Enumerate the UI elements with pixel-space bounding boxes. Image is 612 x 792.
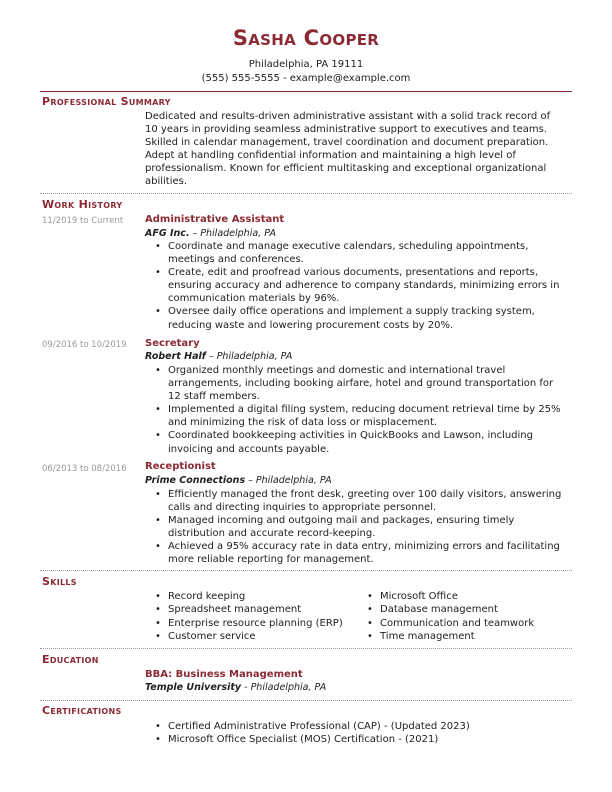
contact-line: (555) 555-5555 - example@example.com bbox=[201, 73, 411, 84]
job-title: Administrative Assistant bbox=[145, 214, 285, 225]
section-divider bbox=[40, 193, 572, 194]
list-item: • Managed incoming and outgoing mail and packages, ensuring timely distribution and accurate record-keeping. bbox=[155, 514, 570, 540]
list-item: • Achieved a 95% accuracy rate in data entry, minimizing errors and facilitating more reliable reporting for management. bbox=[155, 540, 570, 566]
section-title-work: Work History bbox=[42, 198, 123, 211]
section-title-summary: Professional Summary bbox=[42, 95, 171, 108]
job-title: Receptionist bbox=[145, 461, 216, 472]
job-location: – Philadelphia, PA bbox=[205, 351, 293, 362]
summary-text bbox=[145, 110, 570, 189]
list-item: • Customer service bbox=[155, 630, 355, 643]
job-bullets bbox=[155, 364, 570, 456]
list-item: • Oversee daily office operations and implement a supply tracking system, reducing waste and lowering procurement costs by 20%. bbox=[155, 305, 570, 331]
list-item: • Microsoft Office bbox=[367, 590, 567, 603]
candidate-name: Sasha Cooper bbox=[232, 26, 380, 50]
section-divider bbox=[40, 700, 572, 701]
job-dates: 09/2016 to 10/2019 bbox=[42, 340, 127, 350]
job-location: – Philadelphia, PA bbox=[189, 228, 276, 239]
section-title-certifications: Certifications bbox=[42, 704, 122, 717]
job-bullets bbox=[155, 240, 570, 332]
school bbox=[145, 682, 326, 693]
list-item: • Enterprise resource planning (ERP) bbox=[155, 617, 355, 630]
list-item: • Efficiently managed the front desk, greeting over 100 daily visitors, answering calls and directing inquiries to appropriate personnel. bbox=[155, 488, 570, 514]
school-name: Temple University bbox=[145, 682, 242, 693]
list-item: • Spreadsheet management bbox=[155, 603, 355, 616]
list-item: • Microsoft Office Specialist (MOS) Certification - (2021) bbox=[155, 733, 570, 746]
job-employer bbox=[145, 475, 332, 486]
skills-list-left bbox=[155, 590, 355, 644]
job-dates: 11/2019 to Current bbox=[42, 216, 124, 226]
school-location: - Philadelphia, PA bbox=[241, 682, 327, 693]
list-item: • Certified Administrative Professional (CAP) - (Updated 2023) bbox=[155, 720, 570, 733]
job-employer bbox=[145, 228, 276, 239]
certifications-list bbox=[155, 720, 570, 746]
summary-line: professionalism. Known for efficient multitasking and exceptional organizational bbox=[145, 163, 547, 175]
company-name: AFG Inc. bbox=[145, 228, 190, 239]
list-item: • Coordinate and manage executive calendars, scheduling appointments, meetings and conferences. bbox=[155, 240, 570, 266]
job-location: – Philadelphia, PA bbox=[245, 475, 332, 486]
job-bullets bbox=[155, 488, 570, 567]
summary-line: 10 years in providing seamless administrative support to executives and teams. bbox=[145, 124, 547, 136]
summary-line: Skilled in calendar management, travel coordination and document preparation. bbox=[145, 137, 549, 149]
list-item: • Record keeping bbox=[155, 590, 355, 603]
section-divider bbox=[40, 570, 572, 571]
section-title-education: Education bbox=[42, 653, 99, 666]
skills-list-right bbox=[367, 590, 567, 644]
list-item: • Communication and teamwork bbox=[367, 617, 567, 630]
list-item: • Implemented a digital filing system, reducing document retrieval time by 25% and minimizing the risk of data loss or misplacement. bbox=[155, 403, 570, 429]
degree: BBA: Business Management bbox=[145, 669, 303, 680]
section-rule bbox=[40, 91, 572, 92]
list-item: • Database management bbox=[367, 603, 567, 616]
list-item: • Time management bbox=[367, 630, 567, 643]
section-title-skills: Skills bbox=[42, 575, 77, 588]
summary-line: Dedicated and results-driven administrative assistant with a solid track record of bbox=[145, 111, 551, 122]
summary-line: Adept at handling confidential information and maintaining a high level of bbox=[145, 150, 516, 162]
section-divider bbox=[40, 648, 572, 649]
list-item: • Create, edit and proofread various documents, presentations and reports, ensuring accuracy and adherence to company standards, minimizing errors in communication materials by 96%. bbox=[155, 266, 570, 305]
summary-line: abilities. bbox=[145, 176, 188, 188]
list-item: • Organized monthly meetings and domestic and international travel arrangements, including booking airfare, hotel and ground transportation for 12 staff members. bbox=[155, 364, 570, 403]
list-item: • Coordinated bookkeeping activities in QuickBooks and Lawson, including invoicing and accounts payable. bbox=[155, 429, 570, 455]
job-dates: 06/2013 to 08/2016 bbox=[42, 464, 127, 474]
location-line: Philadelphia, PA 19111 bbox=[248, 59, 364, 70]
job-title: Secretary bbox=[145, 338, 200, 349]
company-name: Prime Connections bbox=[145, 475, 246, 486]
company-name: Robert Half bbox=[145, 351, 206, 362]
job-employer bbox=[145, 351, 292, 362]
